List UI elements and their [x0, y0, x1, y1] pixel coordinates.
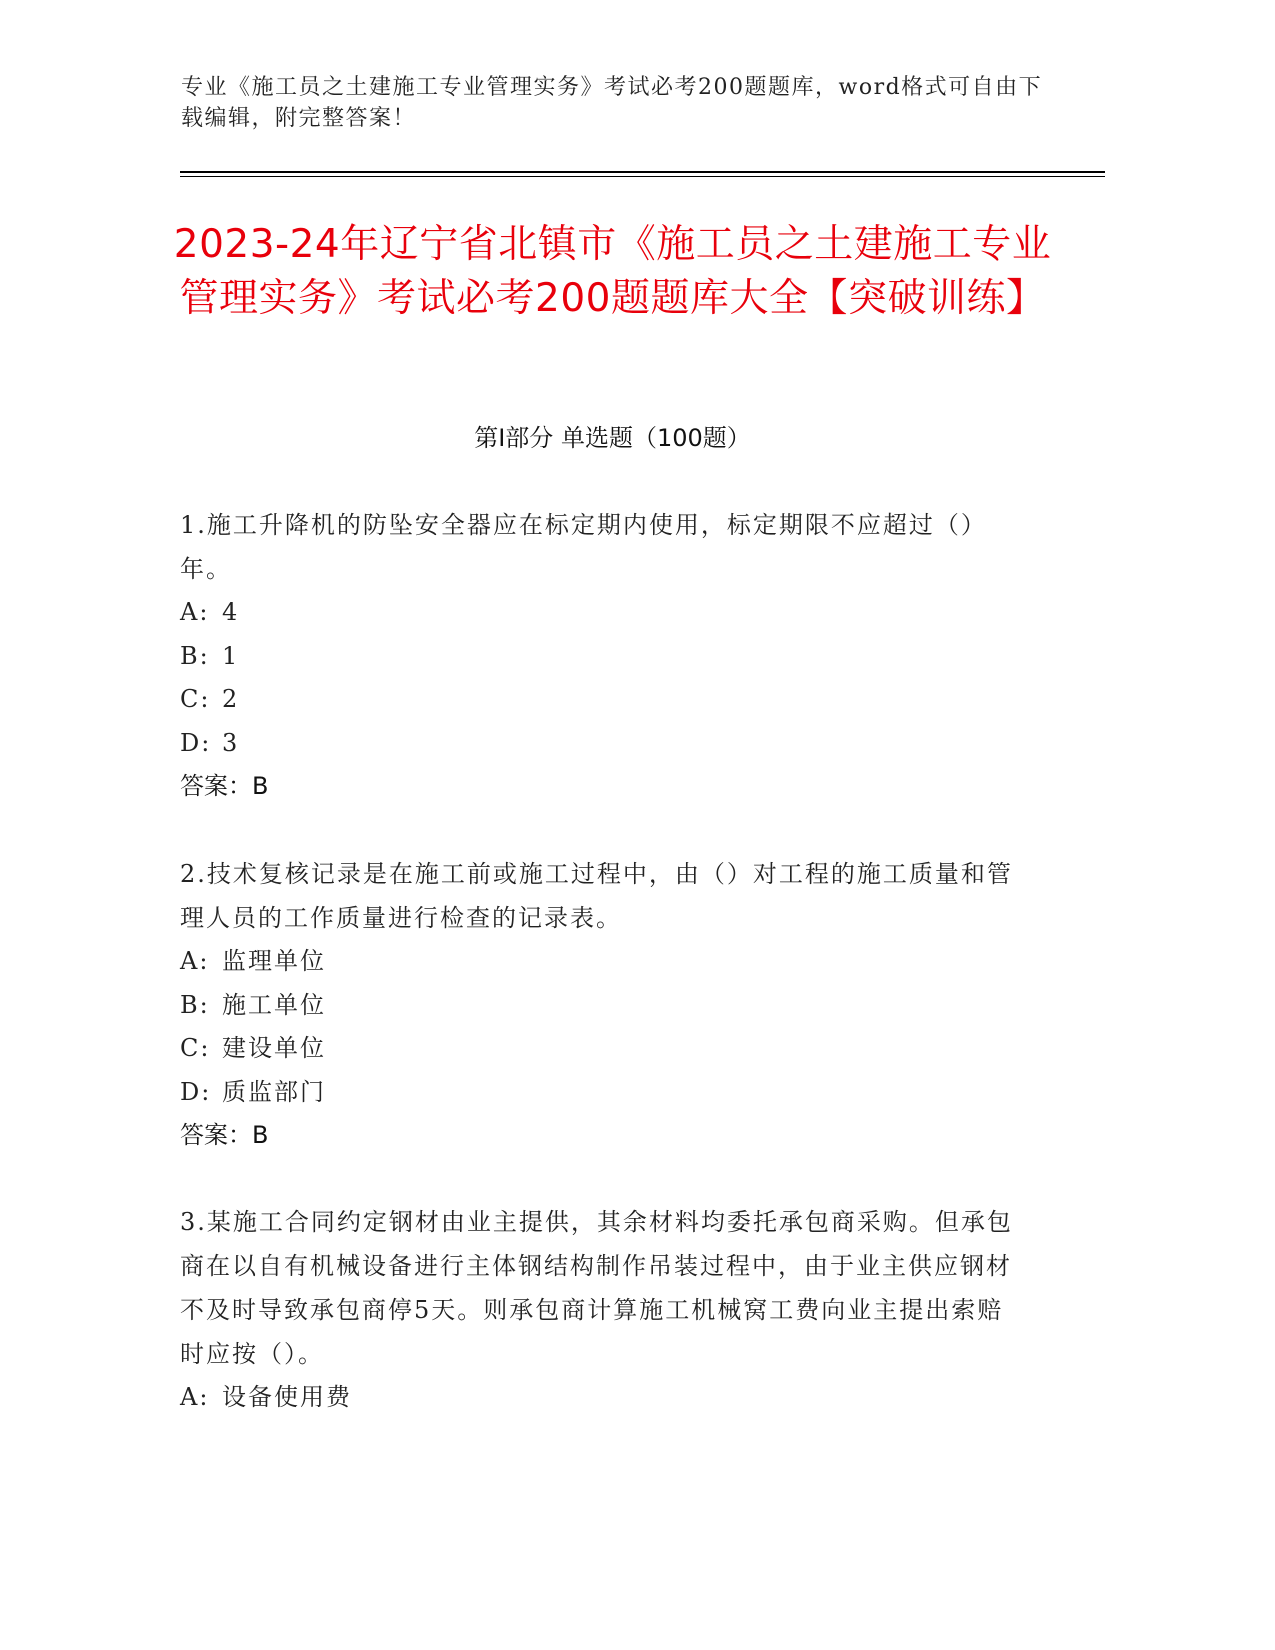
option-d	[180, 1071, 1015, 1115]
option-c	[180, 678, 1015, 722]
header-divider-thin	[180, 176, 1105, 177]
question-stem: 施工升降机的防坠安全器应在标定期内使用，标定期限不应超过（）年。	[180, 511, 987, 583]
question-number: 3.	[180, 1208, 207, 1236]
option-key: D:	[180, 728, 212, 757]
option-key: D:	[180, 1077, 212, 1106]
option-key: C:	[180, 1034, 211, 1062]
question-number: 1.	[180, 511, 207, 539]
question-3	[180, 1200, 1015, 1420]
option-value: 1	[222, 641, 240, 670]
option-key: B:	[180, 990, 210, 1019]
option-key: A:	[180, 1383, 210, 1411]
option-d	[180, 722, 1015, 766]
option-key: B:	[180, 641, 210, 670]
question-number: 2.	[180, 860, 207, 888]
option-key: A:	[180, 598, 210, 626]
option-a	[180, 940, 1015, 984]
header-note: 专业《施工员之土建施工专业管理实务》考试必考200题题库，word格式可自由下载编辑，附完整答案！	[181, 75, 1043, 131]
answer: 答案：B	[180, 772, 269, 800]
question-text	[180, 852, 1015, 940]
option-value: 4	[222, 598, 240, 626]
option-value: 设备使用费	[222, 1383, 352, 1411]
question-text	[180, 503, 1015, 591]
option-a	[180, 591, 1015, 635]
option-c	[180, 1027, 1015, 1071]
question-stem: 技术复核记录是在施工前或施工过程中，由（）对工程的施工质量和管理人员的工作质量进行检查的记录表。	[180, 860, 1013, 932]
question-stem: 某施工合同约定钢材由业主提供，其余材料均委托承包商采购。但承包商在以自有机械设备进行主体钢结构制作吊装过程中，由于业主供应钢材不及时导致承包商停5天。则承包商计算施工机械窝工费向业主提出索赔时应按（）。	[180, 1208, 1013, 1368]
option-a	[180, 1376, 1015, 1420]
option-value: 2	[222, 685, 240, 713]
question-text	[180, 1200, 1015, 1376]
question-2	[180, 852, 1015, 1158]
document-title: 2023-24年辽宁省北镇市《施工员之土建施工专业管理实务》考试必考200题题库大全【突破训练】	[173, 222, 1052, 321]
option-b	[180, 984, 1015, 1028]
question-1	[180, 503, 1015, 809]
option-value: 监理单位	[222, 947, 326, 975]
header-divider-thick	[180, 171, 1105, 173]
option-b	[180, 635, 1015, 679]
answer: 答案：B	[180, 1121, 269, 1149]
option-value: 建设单位	[222, 1034, 326, 1062]
option-key: C:	[180, 685, 211, 713]
option-key: A:	[180, 947, 210, 975]
option-value: 质监部门	[222, 1077, 326, 1106]
section-heading: 第I部分 单选题（100题）	[474, 424, 751, 452]
option-value: 3	[222, 728, 240, 757]
option-value: 施工单位	[222, 990, 326, 1019]
